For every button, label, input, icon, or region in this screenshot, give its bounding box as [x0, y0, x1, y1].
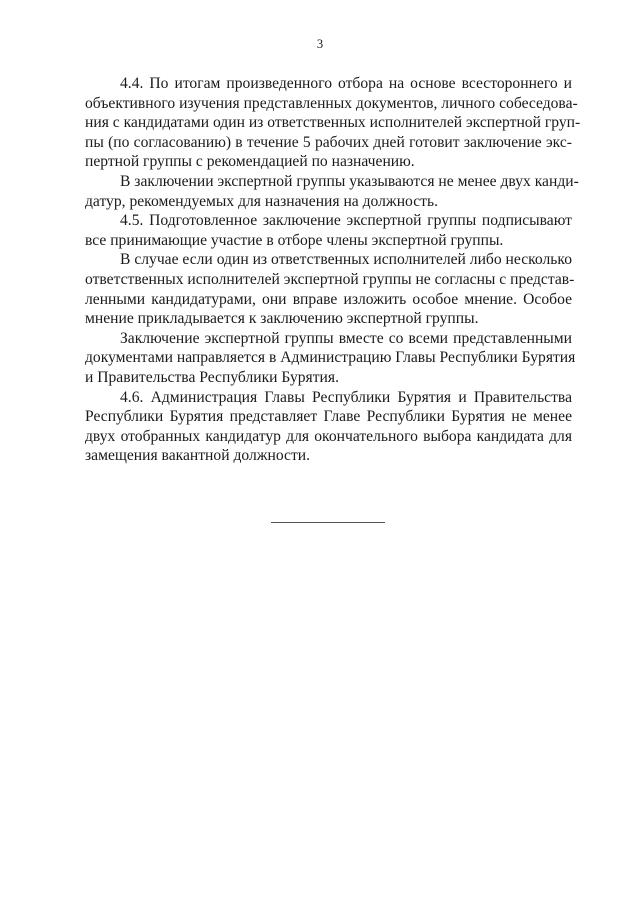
page-number: 3 [316, 37, 324, 51]
text-line: двух отобранных кандидатур для окончательного выбора кандидата для [85, 427, 572, 445]
paragraph-4-5 [85, 211, 572, 250]
text-line: 4.6. Администрация Главы Республики Бурятия и Правительства [120, 388, 572, 406]
text-line: ния с кандидатами один из ответственных исполнителей экспертной груп- [85, 114, 581, 132]
text-line: и Правительства Республики Бурятия. [85, 368, 339, 386]
text-line: пертной группы с рекомендацией по назначению. [85, 153, 415, 171]
text-line: ленными кандидатурами, они вправе изложить особое мнение. Особое [85, 290, 572, 308]
text-line: В заключении экспертной группы указываются не менее двух канди- [120, 172, 579, 190]
document-body [85, 74, 581, 466]
text-line: датур, рекомендуемых для назначения на должность. [85, 192, 438, 210]
separator-line [271, 522, 385, 523]
text-line: 4.4. По итогам произведенного отбора на основе всестороннего и [120, 75, 572, 92]
text-line: документами направляется в Администрацию Главы Республики Бурятия [85, 349, 576, 367]
paragraph-submission [85, 329, 576, 388]
paragraph-dissent [85, 250, 575, 328]
text-line: пы (по согласованию) в течение 5 рабочих дней готовит заключение экс- [85, 133, 572, 151]
text-line: все принимающие участие в отборе члены экспертной группы. [85, 231, 504, 249]
text-line: ответственных исполнителей экспертной группы не согласны с представ- [85, 270, 575, 288]
text-line: Республики Бурятия представляет Главе Республики Бурятия не менее [85, 408, 572, 426]
paragraph-4-6 [85, 388, 572, 466]
text-line: 4.5. Подготовленное заключение экспертной группы подписывают [120, 212, 572, 230]
text-line: объективного изучения представленных документов, личного собеседова- [85, 94, 578, 112]
text-line: мнение прикладывается к заключению экспертной группы. [85, 310, 479, 328]
paragraph-4-4 [85, 74, 581, 172]
text-line: В случае если один из ответственных исполнителей либо несколько [120, 251, 572, 269]
text-line: Заключение экспертной группы вместе со всеми представленными [120, 329, 572, 347]
paragraph-candidates [85, 172, 579, 211]
text-line: замещения вакантной должности. [85, 447, 311, 465]
